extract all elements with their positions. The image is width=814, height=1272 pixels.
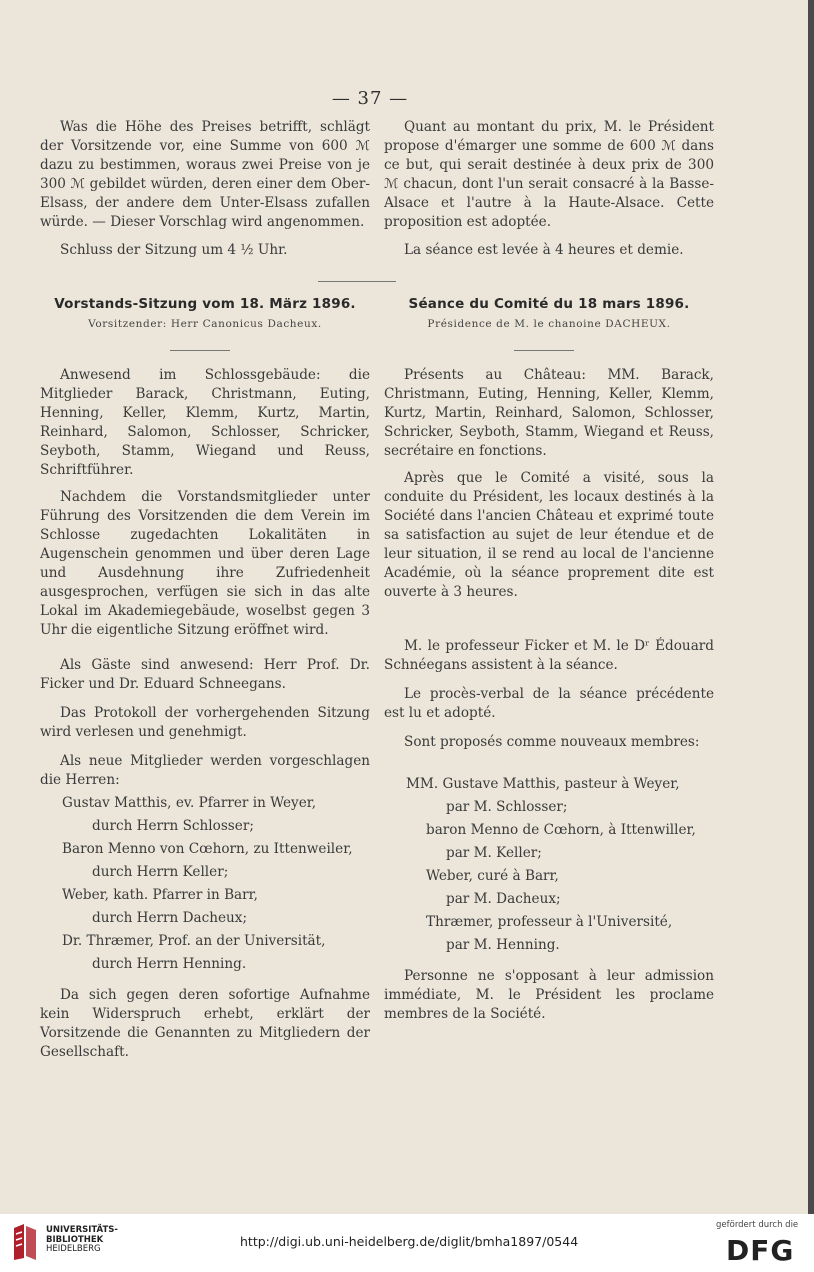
footer-bar [0, 1214, 814, 1272]
member-proposer-de: durch Herrn Keller; [92, 864, 229, 880]
library-line-3: HEIDELBERG [46, 1244, 101, 1254]
attendance-fr: Présents au Château: MM. Barack, Christmann, Euting, Henning, Keller, Klemm, Kurtz, Martin, Reinhard, Salomon, Schlosser, Schricker, Seyboth, Stamm, Wiegand et Reuss, secrétaire en fonctions. [384, 367, 714, 459]
scan-edge [808, 0, 814, 1214]
admission-fr: Personne ne s'opposant à leur admission immédiate, M. le Président les proclame membres de la Société. [384, 968, 714, 1022]
prize-paragraph-fr: Quant au montant du prix, M. le Président propose d'émarger une somme de 600 ℳ dans ce but, qui serait destinée à deux prix de 300 ℳ chacun, dont l'un serait consacré à la Basse-Alsace et l'autre à la Haute-Alsace. Cette proposition est adoptée. [384, 119, 714, 230]
page-number: — 37 — [331, 88, 409, 109]
guests-de: Als Gäste sind anwesend: Herr Prof. Dr. Ficker und Dr. Eduard Schneegans. [40, 657, 370, 692]
guests-fr: M. le professeur Ficker et M. le Dʳ Édouard Schnéegans assistent à la séance. [384, 638, 714, 673]
title-rule-fr [514, 350, 574, 351]
funded-caption: gefördert durch die [716, 1220, 799, 1230]
member-name-fr: MM. Gustave Matthis, pasteur à Weyer, [406, 776, 680, 792]
member-proposer-de: durch Herrn Henning. [92, 956, 247, 972]
member-proposer-fr: par M. Dacheux; [446, 891, 561, 907]
member-name-fr: Thræmer, professeur à l'Université, [426, 914, 673, 930]
meeting-chair-de: Vorsitzender: Herr Canonicus Dacheux. [88, 318, 322, 330]
member-name-fr: Weber, curé à Barr, [426, 868, 559, 884]
member-name-de: Weber, kath. Pfarrer in Barr, [62, 887, 258, 903]
top-french-column [384, 118, 714, 260]
visit-de: Nachdem die Vorstandsmitglieder unter Führung des Vorsitzenden die dem Verein im Schlosse zugedachten Lokalitäten in Augenschein genommen und über deren Lage und Ausdehnung ihre Zufriedenheit ausgesprochen, verfügen sie sich in das alte Lokal im Akademiegebäude, woselbst gegen 3 Uhr die eigentliche Sitzung eröffnet wird. [40, 489, 370, 638]
proposed-intro-de: Als neue Mitglieder werden vorgeschlagen die Herren: [40, 753, 370, 788]
member-list-fr [384, 775, 714, 955]
meeting-chair-fr: Présidence de M. le chanoine DACHEUX. [427, 318, 671, 330]
member-proposer-de: durch Herrn Dacheux; [92, 910, 248, 926]
closing-paragraph-de: Schluss der Sitzung um 4 ½ Uhr. [60, 242, 288, 258]
member-proposer-fr: par M. Schlosser; [446, 799, 568, 815]
minutes-german-column [40, 366, 370, 1062]
dfg-logo: DFG [726, 1234, 795, 1267]
section-divider [318, 281, 396, 282]
attendance-de: Anwesend im Schlossgebäude: die Mitglieder Barack, Christmann, Euting, Henning, Keller, Klemm, Kurtz, Martin, Reinhard, Salomon, Schlosser, Schricker, Seyboth, Stamm, Wiegand und Reuss, Schriftführer. [40, 367, 370, 478]
title-rule-de [170, 350, 230, 351]
member-name-de: Dr. Thræmer, Prof. an der Universität, [62, 933, 326, 949]
minutes-approval-de: Das Protokoll der vorhergehenden Sitzung wird verlesen und genehmigt. [40, 705, 370, 740]
visit-fr: Après que le Comité a visité, sous la conduite du Président, les locaux destinés à la Société dans l'ancien Château et exprimé toute sa satisfaction au sujet de leur étendue et de leur situation, il se rend au local de l'ancienne Académie, où la séance proprement dite est ouverte à 3 heures. [384, 470, 714, 600]
member-name-de: Gustav Matthis, ev. Pfarrer in Weyer, [62, 795, 317, 811]
meeting-title-fr: Séance du Comité du 18 mars 1896. [408, 296, 690, 312]
member-proposer-fr: par M. Henning. [446, 937, 560, 953]
prize-paragraph-de: Was die Höhe des Preises betrifft, schlägt der Vorsitzende vor, eine Summe von 600 ℳ dazu zu bestimmen, woraus zwei Preise von je 300 ℳ gebildet würden, deren einer dem Ober-Elsass, der andere dem Unter-Elsass zufallen würde. — Dieser Vorschlag wird angenommen. [40, 119, 370, 230]
minutes-french-column [384, 366, 714, 1024]
university-library-logo-icon [10, 1222, 40, 1262]
library-name [46, 1226, 118, 1255]
minutes-approval-fr: Le procès-verbal de la séance précédente est lu et adopté. [384, 686, 714, 721]
library-line-2: BIBLIOTHEK [46, 1234, 104, 1245]
document-url-link[interactable]: http://digi.ub.uni-heidelberg.de/diglit/bmha1897/0544 [240, 1234, 579, 1249]
member-name-de: Baron Menno von Cœhorn, zu Ittenweiler, [62, 841, 353, 857]
member-proposer-fr: par M. Keller; [446, 845, 542, 861]
member-proposer-de: durch Herrn Schlosser; [92, 818, 254, 834]
library-line-1: UNIVERSITÄTS- [46, 1225, 118, 1235]
admission-de: Da sich gegen deren sofortige Aufnahme kein Widerspruch erhebt, erklärt der Vorsitzende die Genannten zu Mitgliedern der Gesellschaft. [40, 987, 370, 1060]
member-name-fr: baron Menno de Cœhorn, à Ittenwiller, [426, 822, 696, 838]
member-list-de [40, 794, 370, 974]
proposed-intro-fr: Sont proposés comme nouveaux membres: [404, 734, 700, 750]
top-german-column [40, 118, 370, 260]
meeting-title-de: Vorstands-Sitzung vom 18. März 1896. [54, 296, 356, 312]
closing-paragraph-fr: La séance est levée à 4 heures et demie. [404, 242, 684, 258]
